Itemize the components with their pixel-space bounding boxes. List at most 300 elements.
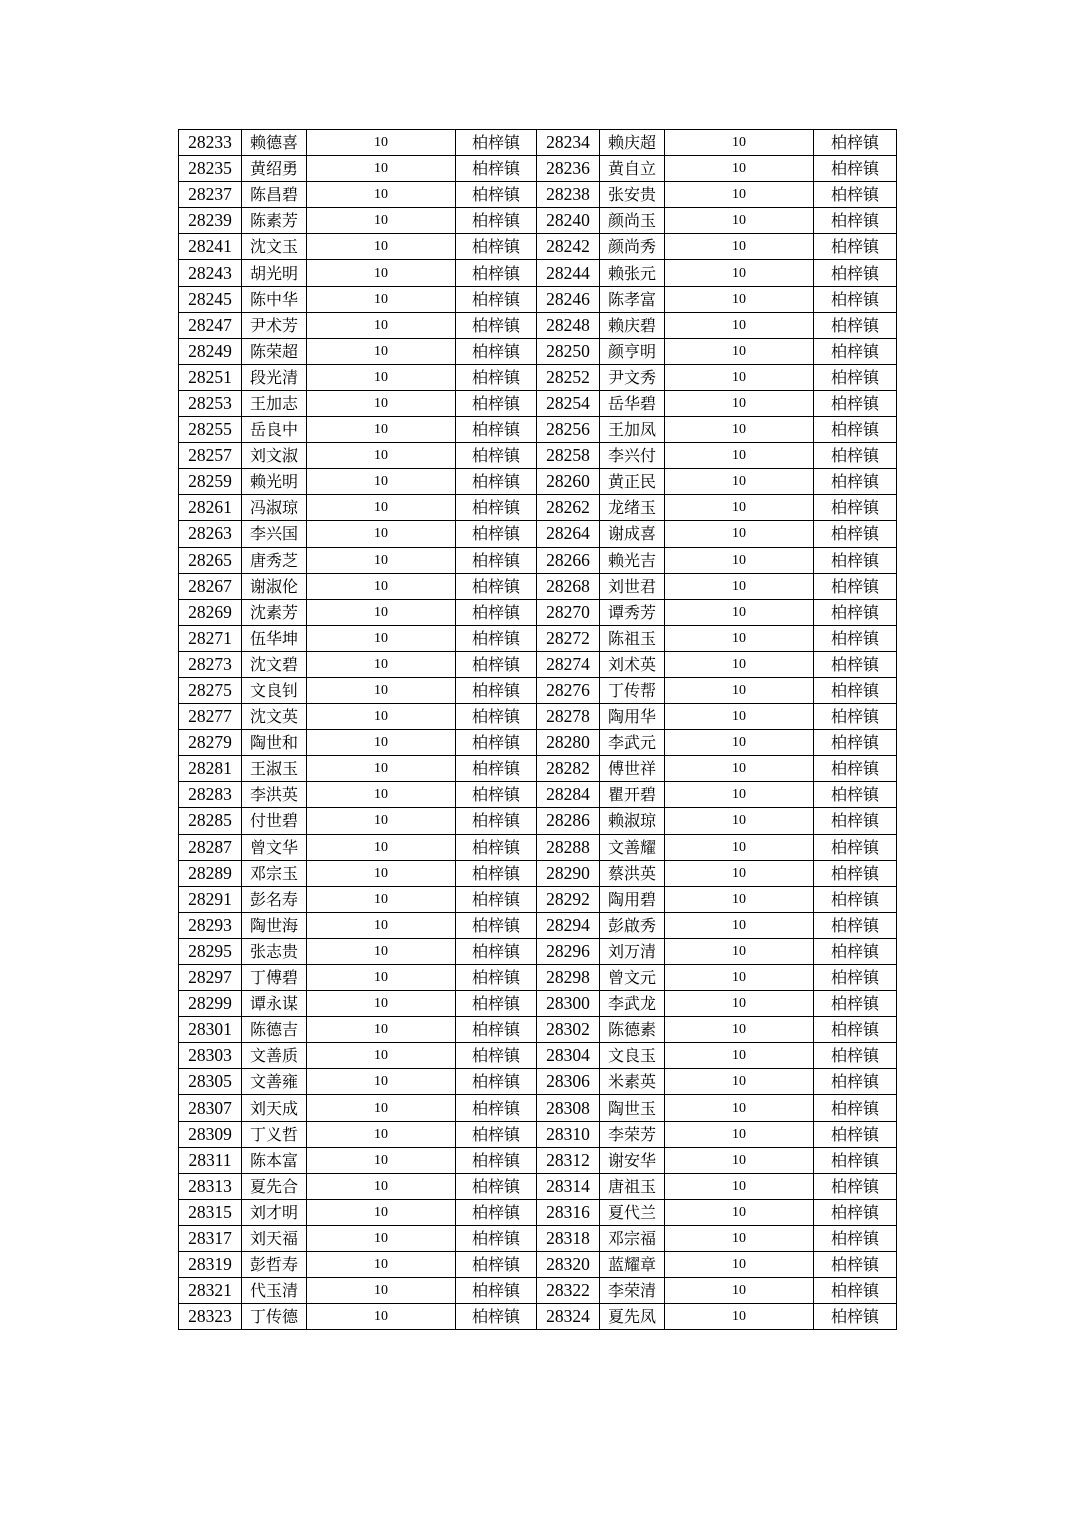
person-name-cell: 唐秀芝 [242, 547, 307, 573]
township-cell: 柏梓镇 [814, 1017, 897, 1043]
record-number-cell: 28313 [179, 1173, 242, 1199]
table-row [179, 730, 897, 756]
person-name-cell: 刘天成 [242, 1095, 307, 1121]
person-name-cell: 文良玉 [600, 1043, 665, 1069]
amount-cell: 10 [307, 1147, 456, 1173]
record-number-cell: 28279 [179, 730, 242, 756]
person-name-cell: 沈文玉 [242, 234, 307, 260]
township-cell: 柏梓镇 [456, 756, 537, 782]
table-row [179, 860, 897, 886]
record-number-cell: 28265 [179, 547, 242, 573]
amount-cell: 10 [665, 1304, 814, 1330]
township-cell: 柏梓镇 [456, 860, 537, 886]
amount-cell: 10 [307, 1095, 456, 1121]
record-number-cell: 28297 [179, 965, 242, 991]
record-number-cell: 28310 [537, 1121, 600, 1147]
amount-cell: 10 [307, 234, 456, 260]
record-number-cell: 28238 [537, 182, 600, 208]
record-number-cell: 28306 [537, 1069, 600, 1095]
table-row [179, 364, 897, 390]
township-cell: 柏梓镇 [456, 469, 537, 495]
amount-cell: 10 [307, 651, 456, 677]
record-number-cell: 28240 [537, 208, 600, 234]
township-cell: 柏梓镇 [456, 417, 537, 443]
amount-cell: 10 [307, 860, 456, 886]
table-row [179, 1225, 897, 1251]
table-row [179, 260, 897, 286]
amount-cell: 10 [665, 1069, 814, 1095]
amount-cell: 10 [307, 1304, 456, 1330]
table-row [179, 469, 897, 495]
township-cell: 柏梓镇 [814, 704, 897, 730]
township-cell: 柏梓镇 [456, 651, 537, 677]
record-number-cell: 28288 [537, 834, 600, 860]
township-cell: 柏梓镇 [814, 1199, 897, 1225]
amount-cell: 10 [665, 495, 814, 521]
record-number-cell: 28237 [179, 182, 242, 208]
township-cell: 柏梓镇 [456, 1278, 537, 1304]
township-cell: 柏梓镇 [814, 547, 897, 573]
table-row [179, 1252, 897, 1278]
township-cell: 柏梓镇 [456, 234, 537, 260]
record-number-cell: 28322 [537, 1278, 600, 1304]
township-cell: 柏梓镇 [814, 286, 897, 312]
township-cell: 柏梓镇 [814, 130, 897, 156]
township-cell: 柏梓镇 [456, 364, 537, 390]
record-number-cell: 28318 [537, 1225, 600, 1251]
township-cell: 柏梓镇 [456, 312, 537, 338]
record-number-cell: 28275 [179, 677, 242, 703]
township-cell: 柏梓镇 [814, 234, 897, 260]
amount-cell: 10 [307, 1121, 456, 1147]
amount-cell: 10 [307, 547, 456, 573]
amount-cell: 10 [665, 156, 814, 182]
person-name-cell: 夏先凤 [600, 1304, 665, 1330]
record-number-cell: 28236 [537, 156, 600, 182]
table-row [179, 208, 897, 234]
township-cell: 柏梓镇 [814, 260, 897, 286]
person-name-cell: 陈素芳 [242, 208, 307, 234]
amount-cell: 10 [307, 912, 456, 938]
record-number-cell: 28253 [179, 390, 242, 416]
record-number-cell: 28312 [537, 1147, 600, 1173]
table-row [179, 651, 897, 677]
record-number-cell: 28316 [537, 1199, 600, 1225]
amount-cell: 10 [307, 338, 456, 364]
amount-cell: 10 [307, 469, 456, 495]
township-cell: 柏梓镇 [814, 677, 897, 703]
person-name-cell: 沈素芳 [242, 599, 307, 625]
person-name-cell: 米素英 [600, 1069, 665, 1095]
table-row [179, 443, 897, 469]
table-row [179, 495, 897, 521]
person-name-cell: 黄自立 [600, 156, 665, 182]
amount-cell: 10 [665, 1252, 814, 1278]
amount-cell: 10 [665, 677, 814, 703]
person-name-cell: 文善耀 [600, 834, 665, 860]
township-cell: 柏梓镇 [456, 704, 537, 730]
person-name-cell: 李兴付 [600, 443, 665, 469]
person-name-cell: 赖光吉 [600, 547, 665, 573]
amount-cell: 10 [307, 260, 456, 286]
record-number-cell: 28304 [537, 1043, 600, 1069]
township-cell: 柏梓镇 [456, 599, 537, 625]
township-cell: 柏梓镇 [456, 495, 537, 521]
person-name-cell: 赖淑琼 [600, 808, 665, 834]
amount-cell: 10 [665, 704, 814, 730]
record-number-cell: 28321 [179, 1278, 242, 1304]
amount-cell: 10 [665, 651, 814, 677]
record-number-cell: 28307 [179, 1095, 242, 1121]
person-name-cell: 段光清 [242, 364, 307, 390]
person-name-cell: 张安贵 [600, 182, 665, 208]
record-number-cell: 28261 [179, 495, 242, 521]
record-number-cell: 28268 [537, 573, 600, 599]
amount-cell: 10 [665, 834, 814, 860]
record-number-cell: 28245 [179, 286, 242, 312]
table-row [179, 1147, 897, 1173]
record-number-cell: 28298 [537, 965, 600, 991]
amount-cell: 10 [665, 130, 814, 156]
table-row [179, 808, 897, 834]
record-number-cell: 28251 [179, 364, 242, 390]
record-number-cell: 28263 [179, 521, 242, 547]
township-cell: 柏梓镇 [814, 443, 897, 469]
township-cell: 柏梓镇 [814, 1225, 897, 1251]
township-cell: 柏梓镇 [456, 1147, 537, 1173]
record-number-cell: 28280 [537, 730, 600, 756]
township-cell: 柏梓镇 [456, 1225, 537, 1251]
township-cell: 柏梓镇 [814, 651, 897, 677]
record-number-cell: 28305 [179, 1069, 242, 1095]
table-row [179, 286, 897, 312]
record-number-cell: 28319 [179, 1252, 242, 1278]
person-name-cell: 赖德喜 [242, 130, 307, 156]
amount-cell: 10 [665, 1173, 814, 1199]
township-cell: 柏梓镇 [456, 677, 537, 703]
record-number-cell: 28294 [537, 912, 600, 938]
person-name-cell: 李武龙 [600, 991, 665, 1017]
record-number-cell: 28291 [179, 886, 242, 912]
person-name-cell: 邓宗福 [600, 1225, 665, 1251]
person-name-cell: 沈文英 [242, 704, 307, 730]
amount-cell: 10 [665, 965, 814, 991]
person-name-cell: 陈昌碧 [242, 182, 307, 208]
table-row [179, 156, 897, 182]
amount-cell: 10 [665, 756, 814, 782]
person-name-cell: 夏先合 [242, 1173, 307, 1199]
table-row [179, 1017, 897, 1043]
amount-cell: 10 [307, 1278, 456, 1304]
person-name-cell: 颜尚玉 [600, 208, 665, 234]
amount-cell: 10 [665, 364, 814, 390]
record-number-cell: 28252 [537, 364, 600, 390]
township-cell: 柏梓镇 [814, 338, 897, 364]
township-cell: 柏梓镇 [456, 808, 537, 834]
amount-cell: 10 [307, 521, 456, 547]
table-row [179, 912, 897, 938]
table-row [179, 1121, 897, 1147]
table-row [179, 756, 897, 782]
record-number-cell: 28309 [179, 1121, 242, 1147]
person-name-cell: 龙绪玉 [600, 495, 665, 521]
amount-cell: 10 [665, 860, 814, 886]
township-cell: 柏梓镇 [814, 1304, 897, 1330]
record-number-cell: 28262 [537, 495, 600, 521]
amount-cell: 10 [665, 469, 814, 495]
person-name-cell: 陶世玉 [600, 1095, 665, 1121]
record-number-cell: 28248 [537, 312, 600, 338]
person-name-cell: 陶世和 [242, 730, 307, 756]
person-name-cell: 陈祖玉 [600, 625, 665, 651]
township-cell: 柏梓镇 [814, 730, 897, 756]
amount-cell: 10 [665, 1147, 814, 1173]
person-name-cell: 丁义哲 [242, 1121, 307, 1147]
record-number-cell: 28282 [537, 756, 600, 782]
person-name-cell: 尹文秀 [600, 364, 665, 390]
person-name-cell: 王加凤 [600, 417, 665, 443]
person-name-cell: 岳良中 [242, 417, 307, 443]
record-number-cell: 28270 [537, 599, 600, 625]
record-number-cell: 28283 [179, 782, 242, 808]
record-number-cell: 28269 [179, 599, 242, 625]
amount-cell: 10 [665, 182, 814, 208]
person-name-cell: 赖光明 [242, 469, 307, 495]
person-name-cell: 蓝耀章 [600, 1252, 665, 1278]
person-name-cell: 陈德吉 [242, 1017, 307, 1043]
table-row [179, 1069, 897, 1095]
person-name-cell: 赖庆碧 [600, 312, 665, 338]
township-cell: 柏梓镇 [814, 1043, 897, 1069]
township-cell: 柏梓镇 [814, 521, 897, 547]
township-cell: 柏梓镇 [814, 808, 897, 834]
person-name-cell: 丁傅碧 [242, 965, 307, 991]
record-number-cell: 28244 [537, 260, 600, 286]
amount-cell: 10 [307, 938, 456, 964]
person-name-cell: 代玉清 [242, 1278, 307, 1304]
amount-cell: 10 [307, 182, 456, 208]
amount-cell: 10 [307, 130, 456, 156]
table-row [179, 338, 897, 364]
amount-cell: 10 [665, 390, 814, 416]
table-row [179, 599, 897, 625]
person-name-cell: 颜亨明 [600, 338, 665, 364]
table-row [179, 234, 897, 260]
township-cell: 柏梓镇 [456, 912, 537, 938]
person-name-cell: 邓宗玉 [242, 860, 307, 886]
person-name-cell: 傅世祥 [600, 756, 665, 782]
table-row [179, 1095, 897, 1121]
township-cell: 柏梓镇 [456, 182, 537, 208]
record-number-cell: 28243 [179, 260, 242, 286]
township-cell: 柏梓镇 [456, 886, 537, 912]
record-number-cell: 28264 [537, 521, 600, 547]
person-name-cell: 谭永谋 [242, 991, 307, 1017]
person-name-cell: 王加志 [242, 390, 307, 416]
record-number-cell: 28241 [179, 234, 242, 260]
record-number-cell: 28271 [179, 625, 242, 651]
amount-cell: 10 [665, 521, 814, 547]
amount-cell: 10 [307, 390, 456, 416]
amount-cell: 10 [665, 1017, 814, 1043]
record-number-cell: 28281 [179, 756, 242, 782]
amount-cell: 10 [307, 704, 456, 730]
record-number-cell: 28278 [537, 704, 600, 730]
person-name-cell: 黄正民 [600, 469, 665, 495]
person-name-cell: 谢安华 [600, 1147, 665, 1173]
amount-cell: 10 [307, 364, 456, 390]
record-number-cell: 28323 [179, 1304, 242, 1330]
record-number-cell: 28303 [179, 1043, 242, 1069]
table-body [179, 130, 897, 1330]
township-cell: 柏梓镇 [814, 1252, 897, 1278]
record-number-cell: 28286 [537, 808, 600, 834]
record-number-cell: 28287 [179, 834, 242, 860]
person-name-cell: 李洪英 [242, 782, 307, 808]
township-cell: 柏梓镇 [814, 965, 897, 991]
amount-cell: 10 [665, 234, 814, 260]
township-cell: 柏梓镇 [456, 625, 537, 651]
person-name-cell: 王淑玉 [242, 756, 307, 782]
township-cell: 柏梓镇 [456, 1304, 537, 1330]
person-name-cell: 丁传德 [242, 1304, 307, 1330]
amount-cell: 10 [665, 938, 814, 964]
person-name-cell: 刘术英 [600, 651, 665, 677]
amount-cell: 10 [307, 495, 456, 521]
person-name-cell: 刘世君 [600, 573, 665, 599]
township-cell: 柏梓镇 [814, 469, 897, 495]
amount-cell: 10 [307, 286, 456, 312]
table-row [179, 1043, 897, 1069]
person-name-cell: 曾文元 [600, 965, 665, 991]
record-number-cell: 28256 [537, 417, 600, 443]
person-name-cell: 冯淑琼 [242, 495, 307, 521]
amount-cell: 10 [307, 756, 456, 782]
person-name-cell: 陈中华 [242, 286, 307, 312]
amount-cell: 10 [665, 625, 814, 651]
amount-cell: 10 [307, 599, 456, 625]
table-row [179, 390, 897, 416]
record-number-cell: 28295 [179, 938, 242, 964]
record-number-cell: 28276 [537, 677, 600, 703]
person-name-cell: 彭啟秀 [600, 912, 665, 938]
record-number-cell: 28260 [537, 469, 600, 495]
township-cell: 柏梓镇 [456, 782, 537, 808]
table-row [179, 547, 897, 573]
amount-cell: 10 [665, 286, 814, 312]
record-number-cell: 28246 [537, 286, 600, 312]
township-cell: 柏梓镇 [456, 730, 537, 756]
table-row [179, 991, 897, 1017]
person-name-cell: 谢淑伦 [242, 573, 307, 599]
township-cell: 柏梓镇 [456, 130, 537, 156]
person-name-cell: 谭秀芳 [600, 599, 665, 625]
amount-cell: 10 [307, 1252, 456, 1278]
record-number-cell: 28267 [179, 573, 242, 599]
township-cell: 柏梓镇 [456, 443, 537, 469]
township-cell: 柏梓镇 [814, 1121, 897, 1147]
township-cell: 柏梓镇 [814, 1278, 897, 1304]
amount-cell: 10 [307, 808, 456, 834]
township-cell: 柏梓镇 [456, 390, 537, 416]
township-cell: 柏梓镇 [814, 1147, 897, 1173]
amount-cell: 10 [665, 208, 814, 234]
amount-cell: 10 [307, 443, 456, 469]
township-cell: 柏梓镇 [814, 1069, 897, 1095]
township-cell: 柏梓镇 [456, 834, 537, 860]
person-name-cell: 彭哲寿 [242, 1252, 307, 1278]
table-row [179, 938, 897, 964]
township-cell: 柏梓镇 [814, 756, 897, 782]
person-name-cell: 陈本富 [242, 1147, 307, 1173]
record-number-cell: 28234 [537, 130, 600, 156]
person-name-cell: 赖庆超 [600, 130, 665, 156]
amount-cell: 10 [665, 312, 814, 338]
person-name-cell: 夏代兰 [600, 1199, 665, 1225]
person-name-cell: 刘才明 [242, 1199, 307, 1225]
record-number-cell: 28320 [537, 1252, 600, 1278]
amount-cell: 10 [307, 1017, 456, 1043]
record-number-cell: 28273 [179, 651, 242, 677]
amount-cell: 10 [307, 886, 456, 912]
table-row [179, 1304, 897, 1330]
amount-cell: 10 [665, 912, 814, 938]
person-name-cell: 李荣芳 [600, 1121, 665, 1147]
amount-cell: 10 [665, 1043, 814, 1069]
person-name-cell: 唐祖玉 [600, 1173, 665, 1199]
amount-cell: 10 [665, 573, 814, 599]
township-cell: 柏梓镇 [456, 208, 537, 234]
amount-cell: 10 [307, 1225, 456, 1251]
township-cell: 柏梓镇 [814, 1173, 897, 1199]
table-row [179, 1173, 897, 1199]
table-row [179, 965, 897, 991]
record-number-cell: 28317 [179, 1225, 242, 1251]
amount-cell: 10 [665, 599, 814, 625]
amount-cell: 10 [307, 834, 456, 860]
township-cell: 柏梓镇 [456, 938, 537, 964]
amount-cell: 10 [307, 965, 456, 991]
township-cell: 柏梓镇 [456, 1095, 537, 1121]
table-row [179, 1278, 897, 1304]
person-name-cell: 刘文淑 [242, 443, 307, 469]
record-number-cell: 28233 [179, 130, 242, 156]
amount-cell: 10 [665, 1199, 814, 1225]
record-number-cell: 28274 [537, 651, 600, 677]
person-name-cell: 张志贵 [242, 938, 307, 964]
record-number-cell: 28235 [179, 156, 242, 182]
record-number-cell: 28302 [537, 1017, 600, 1043]
amount-cell: 10 [307, 208, 456, 234]
person-name-cell: 陶用碧 [600, 886, 665, 912]
record-number-cell: 28249 [179, 338, 242, 364]
record-number-cell: 28315 [179, 1199, 242, 1225]
record-number-cell: 28257 [179, 443, 242, 469]
record-number-cell: 28290 [537, 860, 600, 886]
township-cell: 柏梓镇 [814, 156, 897, 182]
record-number-cell: 28258 [537, 443, 600, 469]
amount-cell: 10 [665, 547, 814, 573]
amount-cell: 10 [307, 156, 456, 182]
township-cell: 柏梓镇 [814, 834, 897, 860]
record-number-cell: 28272 [537, 625, 600, 651]
township-cell: 柏梓镇 [814, 782, 897, 808]
table-row [179, 1199, 897, 1225]
amount-cell: 10 [307, 417, 456, 443]
record-number-cell: 28247 [179, 312, 242, 338]
township-cell: 柏梓镇 [814, 208, 897, 234]
person-name-cell: 颜尚秀 [600, 234, 665, 260]
